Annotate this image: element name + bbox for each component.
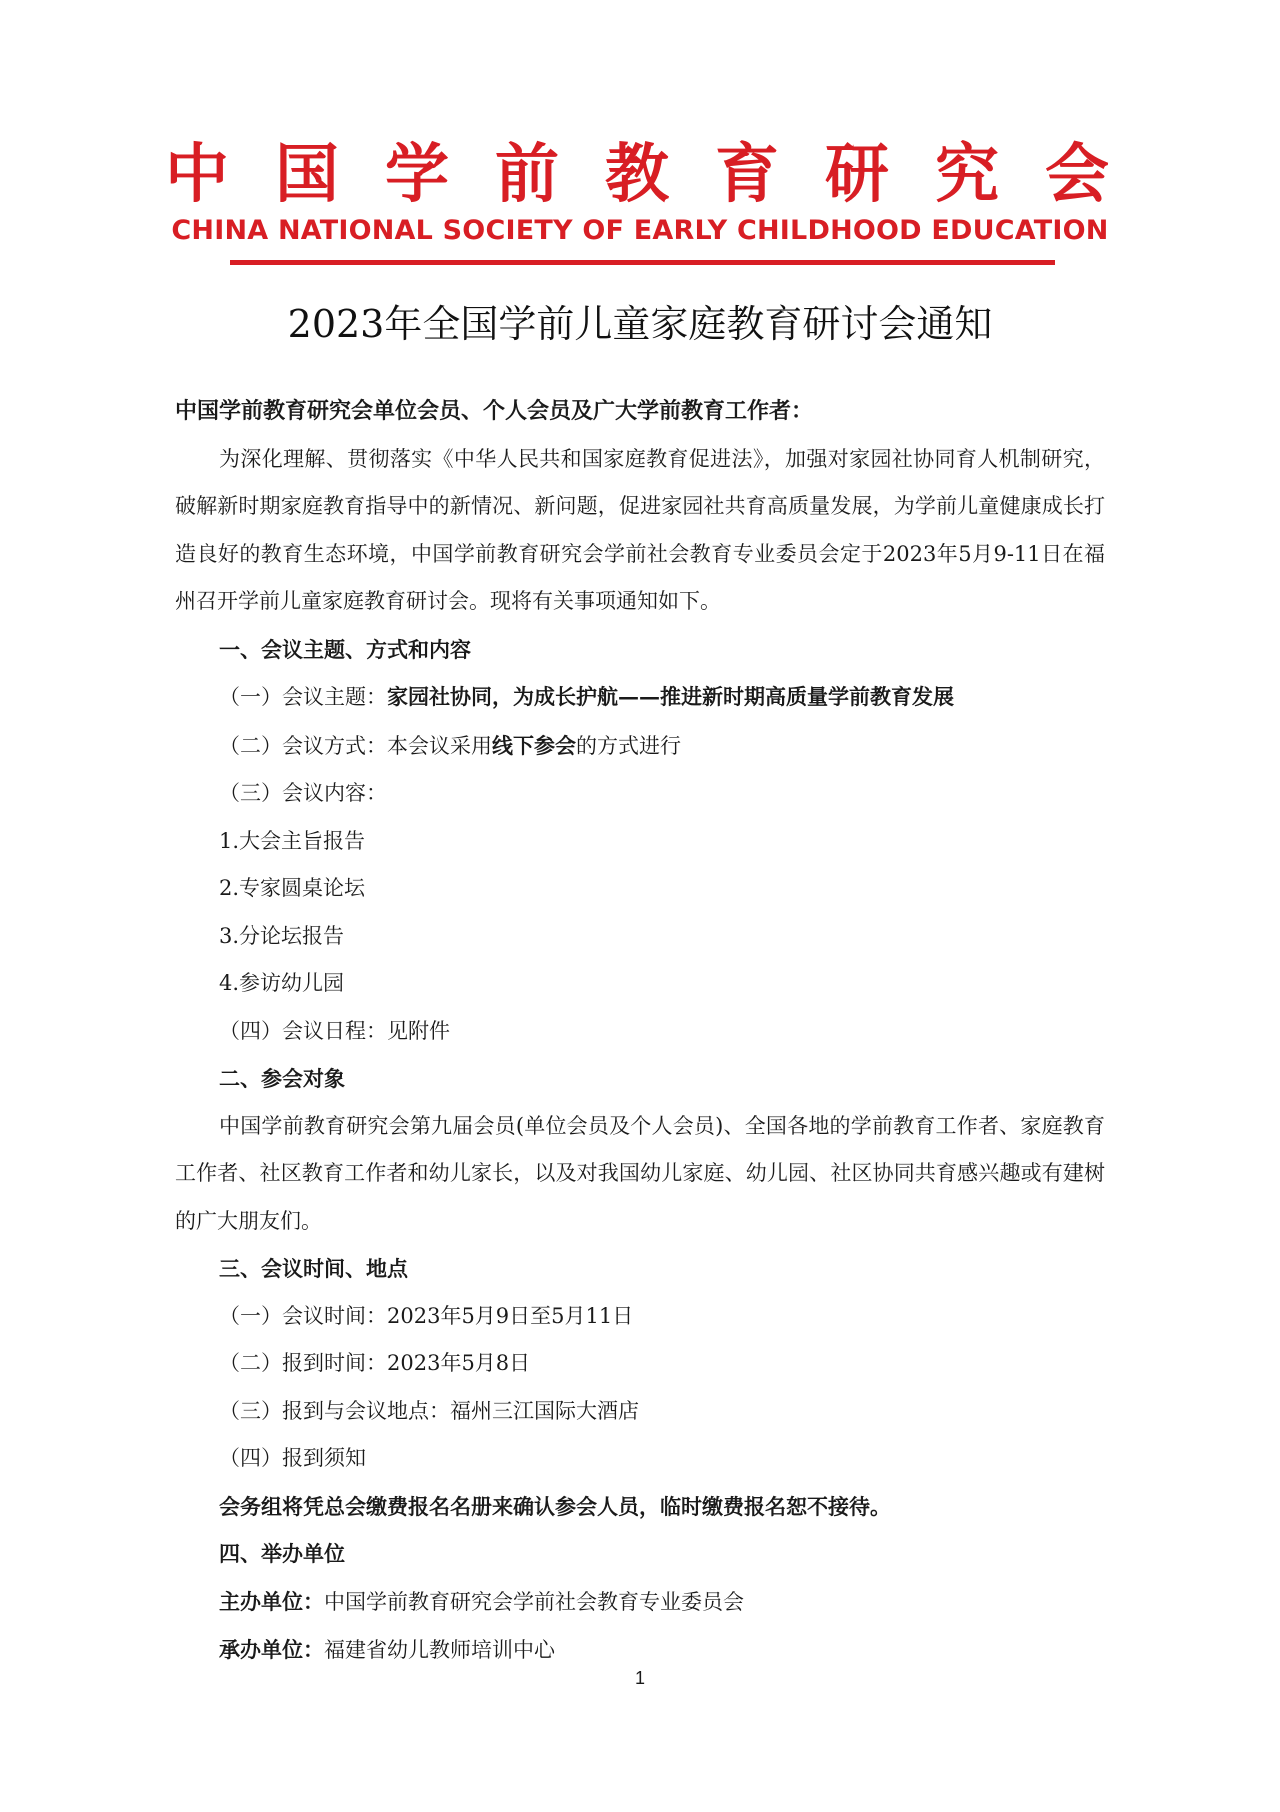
document-body: [175, 388, 1105, 1675]
mode-value: 线下参会: [492, 732, 576, 758]
host-line: [175, 1578, 1105, 1627]
theme-value: 家园社协同，为成长护航——推进新时期高质量学前教育发展: [387, 684, 954, 709]
theme-line: [175, 673, 1105, 722]
section4-heading: 四、举办单位: [219, 1541, 345, 1566]
content-item: 3.分论坛报告: [219, 923, 345, 948]
salutation: 中国学前教育研究会单位会员、个人会员及广大学前教育工作者：: [175, 398, 814, 424]
mode-line: [175, 722, 1105, 771]
time-place-item: （四）报到须知: [219, 1446, 366, 1470]
section2-heading: 二、参会对象: [219, 1066, 345, 1091]
content-item: 1.大会主旨报告: [219, 828, 366, 853]
attendees-paragraph: 中国学前教育研究会第九届会员(单位会员及个人会员)、全国各地的学前教育工作者、家庭教育工作者、社区教育工作者和幼儿家长，以及对我国幼儿家庭、幼儿园、社区协同共育感兴趣或有建树的广大朋友们。: [175, 1113, 1105, 1233]
organizer-label: 承办单位：: [219, 1637, 324, 1662]
schedule-line: （四）会议日程：见附件: [219, 1018, 450, 1043]
page-number: 1: [634, 1668, 645, 1688]
time-place-item: （三）报到与会议地点：福州三江国际大酒店: [219, 1398, 639, 1423]
registration-notice: 会务组将凭总会缴费报名名册来确认参会人员，临时缴费报名恕不接待。: [219, 1493, 891, 1519]
content-label: （三）会议内容：: [219, 781, 387, 805]
org-name-en: CHINA NATIONAL SOCIETY OF EARLY CHILDHOOD EDUCATION: [171, 215, 1109, 246]
time-place-item: （二）报到时间：2023年5月8日: [219, 1351, 531, 1375]
mode-suffix: 的方式进行: [576, 733, 681, 758]
section3-heading: 三、会议时间、地点: [219, 1256, 408, 1281]
time-place-item: （一）会议时间：2023年5月9日至5月11日: [219, 1303, 634, 1328]
host-value: 中国学前教育研究会学前社会教育专业委员会: [324, 1589, 744, 1614]
org-name-cn: 中国学前教育研究会: [165, 137, 1155, 212]
mode-label: （二）会议方式：本会议采用: [219, 733, 492, 758]
theme-label: （一）会议主题：: [219, 685, 387, 709]
content-item: 4.参访幼儿园: [219, 971, 345, 995]
intro-paragraph: 为深化理解、贯彻落实《中华人民共和国家庭教育促进法》，加强对家园社协同育人机制研究，破解新时期家庭教育指导中的新情况、新问题，促进家园社共育高质量发展，为学前儿童健康成长打造良好的教育生态环境，中国学前教育研究会学前社会教育专业委员会定于2023年5月9-11日在福州召开学前儿童家庭教育研讨会。现将有关事项通知如下。: [175, 446, 1105, 613]
header-divider: [230, 260, 1055, 265]
host-label: 主办单位：: [219, 1588, 324, 1614]
organizer-value: 福建省幼儿教师培训中心: [324, 1638, 555, 1662]
section1-heading: 一、会议主题、方式和内容: [219, 636, 471, 662]
document-title: 2023年全国学前儿童家庭教育研讨会通知: [287, 302, 993, 346]
content-item: 2.专家圆桌论坛: [219, 876, 366, 900]
